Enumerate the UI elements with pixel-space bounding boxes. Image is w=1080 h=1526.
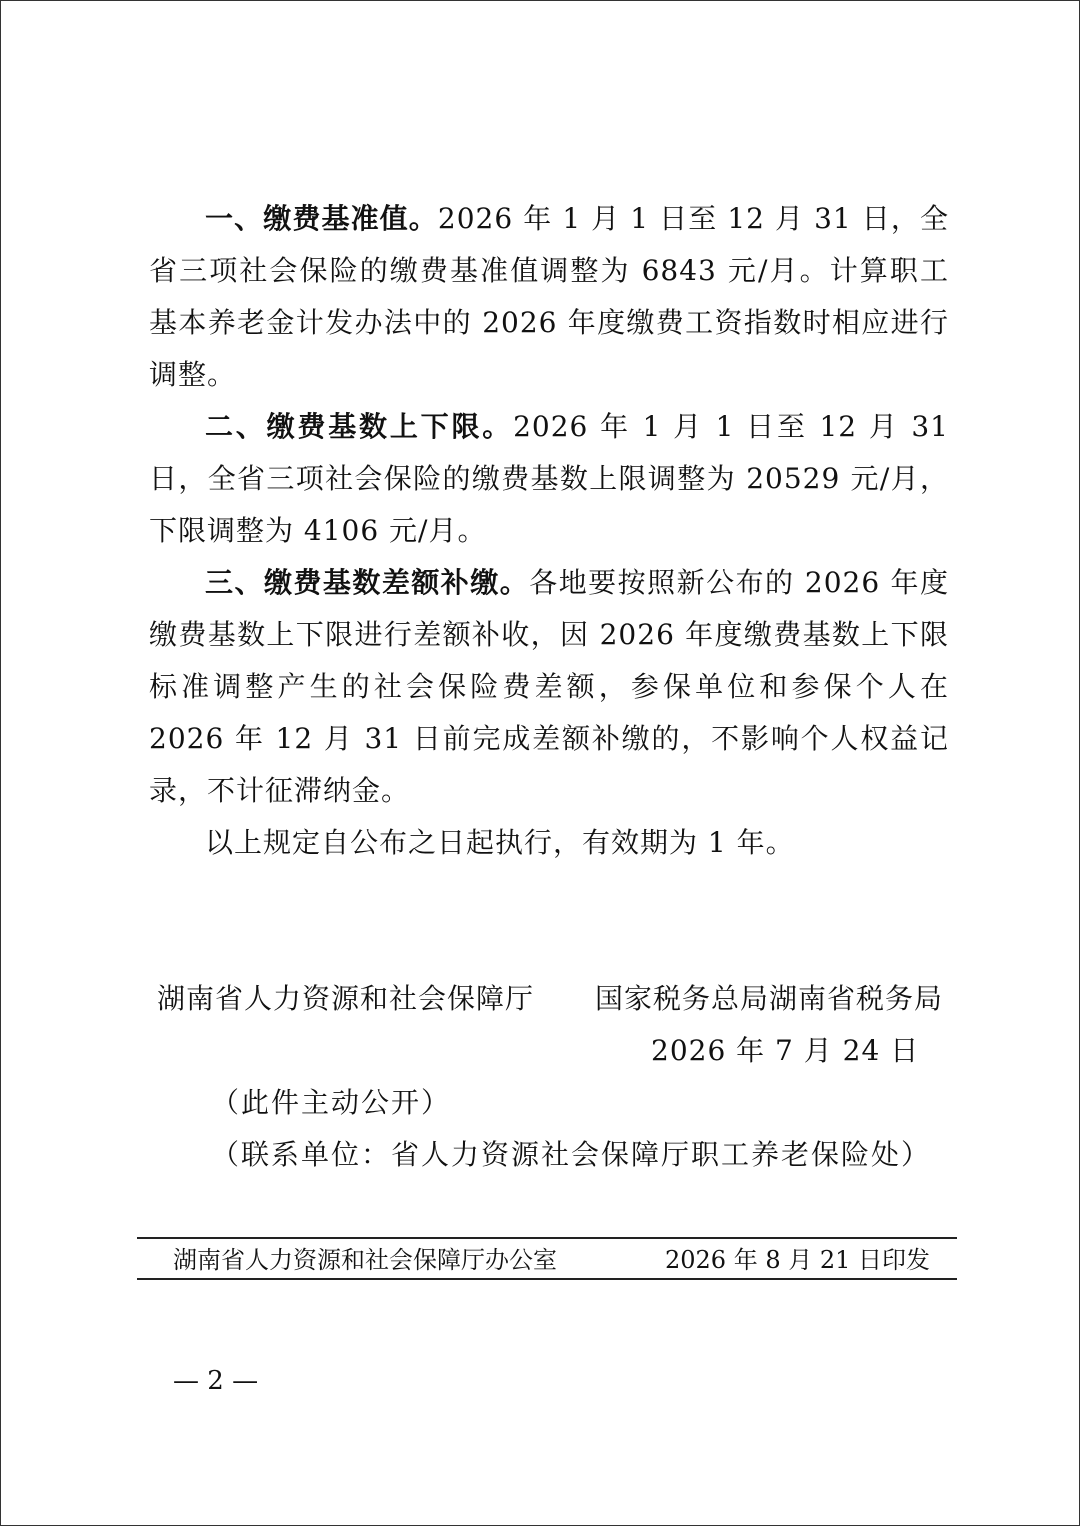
public-notice: （此件主动公开） xyxy=(211,1086,452,1119)
page-number: — 2 — xyxy=(173,1366,259,1396)
section-heading-1: 一、缴费基准值。 xyxy=(205,202,438,235)
section-text-1: 2026 年 1 月 1 日至 12 月 31 日，全省三项社会保险的缴费基准值调整为 6843 元/月。计算职工基本养老金计发办法中的 2026 年度缴费工资指数时相应进行调整。 xyxy=(149,202,949,391)
issuing-office: 湖南省人力资源和社会保障厅办公室 xyxy=(173,1246,557,1274)
print-date: 2026 年 8 月 21 日印发 xyxy=(665,1246,931,1274)
section-paragraph-2 xyxy=(149,401,949,557)
section-text-2: 2026 年 1 月 1 日至 12 月 31 日，全省三项社会保险的缴费基数上限调整为 20529 元/月，下限调整为 4106 元/月。 xyxy=(149,410,949,547)
closing-paragraph: 以上规定自公布之日起执行，有效期为 1 年。 xyxy=(205,826,795,859)
section-text-3: 各地要按照新公布的 2026 年度缴费基数上下限进行差额补收，因 2026 年度缴费基数上下限标准调整产生的社会保险费差额，参保单位和参保个人在 2026 年 12 月 31 日前完成差额补缴的，不影响个人权益记录，不计征滞纳金。 xyxy=(149,566,949,807)
section-paragraph-1 xyxy=(149,193,949,401)
section-heading-2: 二、缴费基数上下限。 xyxy=(205,410,514,443)
document-body xyxy=(149,193,949,869)
footer-bottom-rule xyxy=(137,1278,957,1280)
contact-notice: （联系单位：省人力资源社会保障厅职工养老保险处） xyxy=(211,1138,932,1171)
section-heading-3: 三、缴费基数差额补缴。 xyxy=(205,566,530,599)
signer-tax-bureau: 国家税务总局湖南省税务局 xyxy=(594,982,943,1015)
footer-top-rule xyxy=(137,1237,957,1239)
signer-hr-department: 湖南省人力资源和社会保障厅 xyxy=(157,982,535,1015)
section-paragraph-3 xyxy=(149,557,949,817)
signature-date: 2026 年 7 月 24 日 xyxy=(651,1034,920,1067)
